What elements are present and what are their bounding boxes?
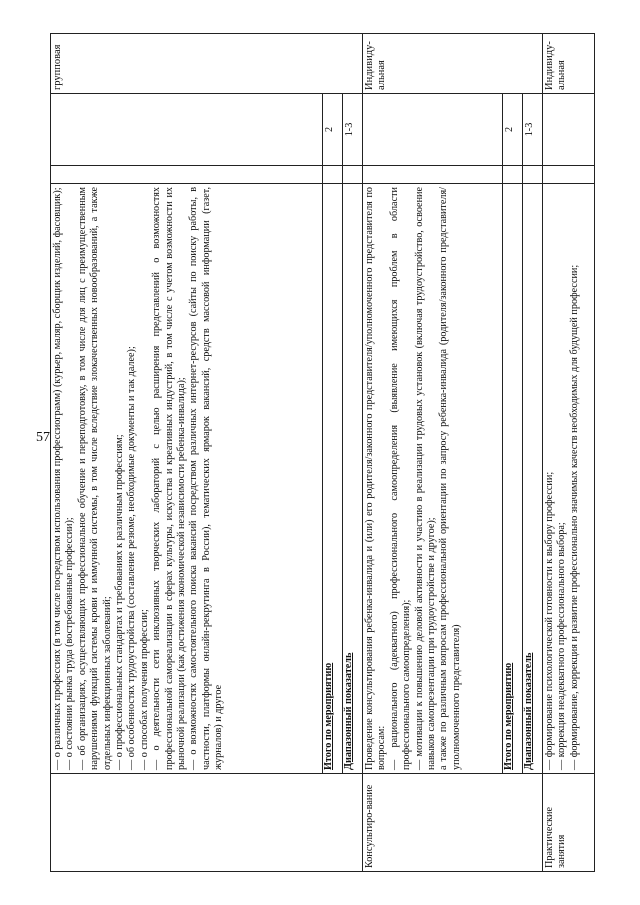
range-label: Диапазонный показатель	[522, 184, 542, 774]
section-name-cell: Практические занятия	[542, 774, 594, 872]
empty-cell	[542, 166, 594, 184]
items-cell	[362, 184, 502, 774]
items-cell	[542, 184, 594, 774]
table-row	[502, 34, 522, 872]
table-row	[542, 34, 594, 872]
empty-cell	[323, 166, 343, 184]
list-item: — мотивации к повышению деловой активности и участию в реализации трудовых установок (включая трудоустройство, освоение навыков самопрезентации при трудоустройстве и другое);	[413, 187, 437, 770]
type-cell: Индивиду-альная	[542, 34, 594, 94]
total-label: Итого по мероприятию	[502, 184, 522, 774]
list-item: — о состоянии рынка труда (востребованные профессии);	[64, 517, 76, 770]
table-row	[342, 34, 362, 872]
empty-cell	[51, 94, 323, 166]
list-item: а также по различным вопросам профессиональной ориентации по запросу ребенка-инвалида (родителя/законного представителя/уполномоченного представителя)	[438, 187, 462, 770]
range-value: 1-3	[522, 94, 542, 166]
items-cell	[51, 184, 323, 774]
list-item: — об особенностях трудоустройства (составление резюме, необходимые документы и так далее);	[126, 346, 138, 770]
empty-cell	[362, 166, 502, 184]
empty-cell	[342, 166, 362, 184]
section-name-cell	[51, 774, 363, 872]
table-row	[323, 34, 343, 872]
table-row	[51, 34, 323, 872]
total-value: 2	[323, 94, 343, 166]
type-cell: групповая	[51, 34, 363, 94]
list-item: — об организациях, осуществляющих профессиональное обучение и переподготовку, в том числе для лиц с преимущественным нарушениями функций системы крови и иммунной системы, в том числе вследствие злокачественных новообразований, а также отдельных инфекционных заболеваний;	[76, 187, 113, 770]
list-item: Проведение консультирования ребенка-инвалида и (или) его родителя/законного представителя/уполномоченного представителя по вопросам:	[363, 187, 388, 770]
total-value: 2	[502, 94, 522, 166]
empty-cell	[51, 166, 323, 184]
range-value: 1-3	[342, 94, 362, 166]
section-name-cell: Консультиро-вание	[362, 774, 542, 872]
empty-cell	[522, 166, 542, 184]
list-item: — о различных профессиях (в том числе посредством использования профессиограмм) (курьер, маляр, сборщик изделий, фасовщик);	[52, 187, 63, 770]
table-row	[362, 34, 502, 872]
list-item: — о возможностях самостоятельного поиска вакансий посредством различных интернет-ресурсов (сайты по поиску работы, в частности, платформы онлайн-рекрутинга в России), тематических ярмарок вакансий, средств массовой информации (газет, журналов) и другое	[188, 187, 225, 770]
empty-cell	[542, 94, 594, 166]
table-row	[522, 34, 542, 872]
type-cell: Индивиду-альная	[362, 34, 542, 94]
rotated-table-container	[50, 34, 595, 872]
list-item: — формирование, коррекция и развитие профессионально значимых качеств необходимых для будущей профессии;	[568, 264, 580, 770]
empty-cell	[502, 166, 522, 184]
list-item: — о деятельности сети инклюзивных творческих лабораторий с целью расширения представлений о возможностях профессиональной самореализации в сферах культуры, искусства и креативных индустрий, в том числе с учетом возможности их рыночной реализации (как достижения экономической независимости ребенка-инвалида);	[151, 187, 188, 770]
empty-cell	[362, 94, 502, 166]
list-item: — формирование психологической готовности к выбору профессии;	[543, 471, 555, 770]
list-item: — рационального (адекватного) профессионального самоопределения (выявление имеющихся проблем в области профессионального самоопределения);	[388, 187, 413, 770]
list-item: — о способах получения профессии;	[138, 609, 150, 770]
total-label: Итого по мероприятию	[323, 184, 343, 774]
list-item: — о профессиональных стандартах и требованиях к различным профессиям;	[114, 434, 126, 770]
page-number: 57	[36, 430, 50, 445]
range-label: Диапазонный показатель	[342, 184, 362, 774]
list-item: — коррекция неадекватного профессионального выбора;	[556, 522, 568, 770]
services-table	[50, 33, 595, 872]
